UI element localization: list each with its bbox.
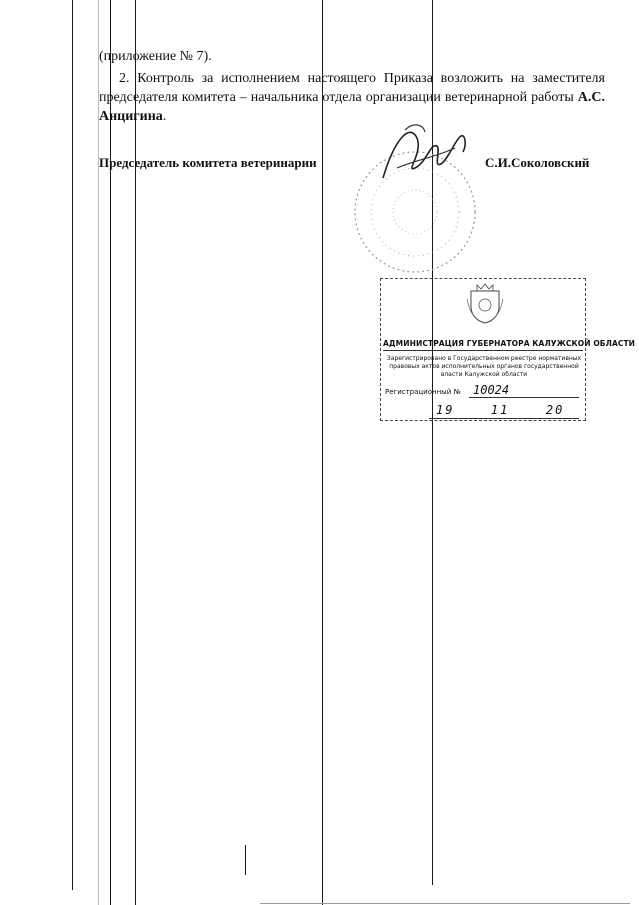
stamp-reg-label: Регистрационный № [385,388,461,396]
scan-bottom-edge [260,903,630,904]
scan-line [245,845,246,875]
responsible-person: А.С. Анцигина [99,90,605,124]
signatory-position: Председатель комитета ветеринарии [99,155,317,170]
date-year: 20 [545,403,565,417]
stamp-registered-text: Зарегистрировано в Государственном реестре нормативных правовых актов исполнительных органов государственной власти Калужской области [386,355,582,378]
date-day: 19 [436,403,455,417]
stamp-divider [383,350,583,351]
scan-line [322,0,323,905]
signatory-name: С.И.Соколовский [485,155,590,170]
scan-line [98,0,99,905]
stamp-date [436,403,564,417]
item-number: 2. [119,71,130,86]
reg-number-underline [469,397,579,398]
scan-line [72,0,73,890]
paragraph-item-2 [99,69,605,126]
stamp-organization: АДМИНИСТРАЦИЯ ГУБЕРНАТОРА КАЛУЖСКОЙ ОБЛАСТИ [383,339,636,348]
registration-stamp [380,278,636,421]
scan-line [110,0,111,905]
appendix-reference: (приложение № 7). [99,49,212,64]
date-month: 11 [490,403,510,417]
stamp-reg-number: 10024 [473,383,510,397]
scan-line [135,0,136,905]
handwritten-signature-icon [375,118,475,198]
item-text: Контроль за исполнением настоящего Приказа возложить на заместителя председателя комитета – начальника отдела организации ветеринарной работы [99,71,605,105]
item-end: . [162,109,167,124]
coat-of-arms-icon [465,281,505,325]
date-underline [429,418,579,419]
